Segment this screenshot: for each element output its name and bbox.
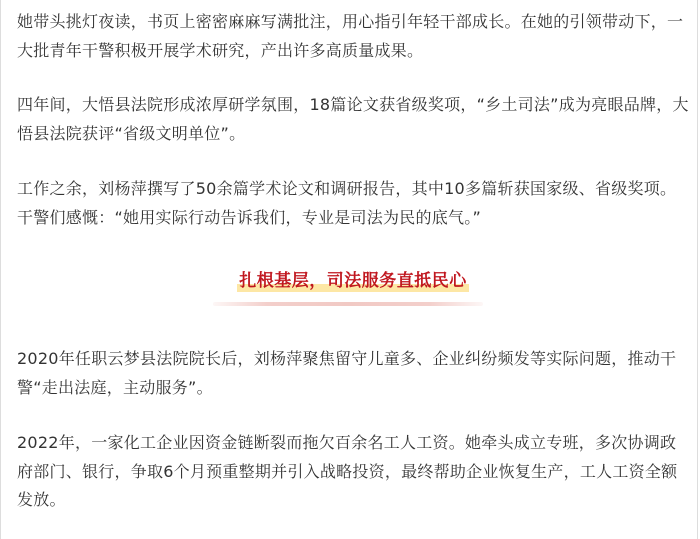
section-paragraph-2: 2022年，一家化工企业因资金链断裂而拖欠百余名工人工资。她牵头成立专班，多次协调政府部门、银行，争取6个月预重整期并引入战略投资，最终帮助企业恢复生产，工人工资全额发放。 <box>17 433 678 509</box>
section-heading <box>17 268 689 294</box>
article-paragraph-1: 她带头挑灯夜读，书页上密密麻麻写满批注，用心指引年轻干部成长。在她的引领带动下，一大批青年干警积极开展学术研究，产出许多高质量成果。 <box>17 12 684 60</box>
heading-underline-decoration <box>213 302 483 306</box>
section-paragraph-1: 2020年任职云梦县法院院长后，刘杨萍聚焦留守儿童多、企业纠纷频发等实际问题，推动干警“走出法庭，主动服务”。 <box>17 349 677 397</box>
section-heading-text: 扎根基层，司法服务直抵民心 <box>237 268 469 294</box>
article-paragraph-3: 工作之余，刘杨萍撰写了50余篇学术论文和调研报告，其中10多篇斩获国家级、省级奖项。干警们感慨：“她用实际行动告诉我们，专业是司法为民的底气。” <box>17 179 677 227</box>
article-paragraph-2: 四年间，大悟县法院形成浓厚研学氛围，18篇论文获省级奖项，“乡土司法”成为亮眼品牌，大悟县法院获评“省级文明单位”。 <box>17 95 689 143</box>
